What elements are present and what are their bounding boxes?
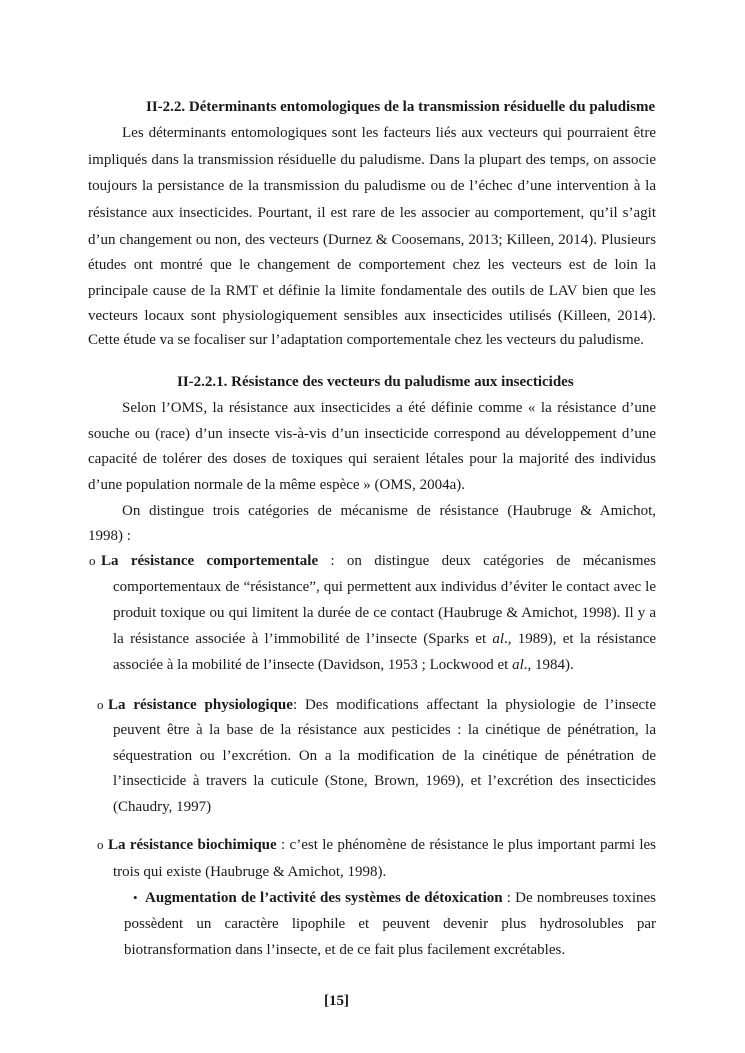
list-item-title: La résistance comportementale <box>101 553 319 569</box>
paragraph-line: On distingue trois catégories de mécanisme de résistance (Haubruge & Amichot, <box>122 503 656 519</box>
list-item-text: : on distingue deux catégories de mécanismes <box>318 553 656 569</box>
list-item-line: séquestration ou l’excrétion. On a la modification de la cinétique de pénétration de <box>113 748 656 764</box>
list-item-title: La résistance physiologique <box>108 697 293 713</box>
italic-text: al <box>492 631 505 647</box>
paragraph-line: études ont montré que le changement de comportement chez les vecteurs est de loin la <box>88 257 656 273</box>
paragraph-line: toujours la persistance de la transmission du paludisme ou de l’échec d’une intervention à la <box>88 178 656 194</box>
paragraph-line: d’une population normale de la même espèce » (OMS, 2004a). <box>88 477 465 493</box>
list-item-line: (Chaudry, 1997) <box>113 799 212 815</box>
sub-item-text: : De nombreuses toxines <box>502 890 656 906</box>
paragraph-line: Selon l’OMS, la résistance aux insecticides a été définie comme « la résistance d’une <box>122 400 656 416</box>
paragraph-line: principale cause de la RMT et définie la limite fondamentale des outils de LAV bien que les <box>88 283 656 299</box>
list-item-line: l’insecticide à travers la cuticule (Stone, Brown, 1969), et l’excrétion des insecticides <box>113 773 656 789</box>
sub-bullet-icon: • <box>133 890 138 905</box>
list-bullet-icon: o <box>89 553 96 568</box>
list-item-line: comportementaux de “résistance”, qui permettent aux individus d’éviter le contact avec le <box>113 579 656 595</box>
sub-item-title: Augmentation de l’activité des systèmes de détoxication <box>145 890 503 906</box>
sub-item-line <box>145 889 656 907</box>
sub-item-line: biotransformation dans l’insecte, et de ce fait plus facilement excrétables. <box>124 942 566 958</box>
paragraph-line: résistance aux insecticides. Pourtant, il est rare de les associer au comportement, qu’il s’agit <box>88 205 656 221</box>
list-item-line: trois qui existe (Haubruge & Amichot, 1998). <box>113 864 387 880</box>
list-item-line <box>101 552 656 570</box>
list-bullet-icon: o <box>97 697 104 712</box>
list-item-line: produit toxique ou qui limitent la durée de ce contact (Haubruge & Amichot, 1998). Il y a <box>113 605 656 621</box>
paragraph-line: Cette étude va se focaliser sur l’adaptation comportementale chez les vecteurs du paludisme. <box>88 332 645 348</box>
list-item-line: la résistance associée à l’immobilité de l’insecte (Sparks et al., 1989), et la résistance <box>113 631 656 647</box>
paragraph-line: capacité de tolérer des doses de toxiques qui seraient létales pour la majorité des individus <box>88 451 656 467</box>
list-bullet-icon: o <box>97 837 104 852</box>
paragraph-line: vecteurs locaux sont physiologiquement sensibles aux insecticides utilisés (Killeen, 2014). <box>88 308 656 324</box>
paragraph-line: souche ou (race) d’un insecte vis-à-vis d’un insecticide correspond au développement d’une <box>88 426 656 442</box>
subsection-heading: II-2.2.1. Résistance des vecteurs du paludisme aux insecticides <box>177 374 574 390</box>
list-item-text: : Des modifications affectant la physiologie de l’insecte <box>292 697 656 713</box>
page-number: [15] <box>324 993 349 1009</box>
paragraph-line: impliqués dans la transmission résiduelle du paludisme. Dans la plupart des temps, on associe <box>88 152 656 168</box>
paragraph-line: Les déterminants entomologiques sont les facteurs liés aux vecteurs qui pourraient être <box>122 125 656 141</box>
sub-item-line: possèdent un caractère lipophile et peuvent devenir plus hydrosolubles par <box>124 916 656 932</box>
section-heading: II-2.2. Déterminants entomologiques de la transmission résiduelle du paludisme <box>146 99 656 115</box>
paragraph-line: d’un changement ou non, des vecteurs (Durnez & Coosemans, 2013; Killeen, 2014). Plusieurs <box>88 232 656 248</box>
paragraph-line: 1998) : <box>88 528 131 544</box>
list-item-line <box>108 696 656 714</box>
list-item-line: peuvent être à la base de la résistance aux pesticides : la cinétique de pénétration, la <box>113 722 656 738</box>
list-item-title: La résistance biochimique <box>108 837 277 853</box>
list-item-line: associée à la mobilité de l’insecte (Davidson, 1953 ; Lockwood et al., 1984). <box>113 657 574 673</box>
list-item-line <box>108 836 656 854</box>
list-item-text: : c’est le phénomène de résistance le plus important parmi les <box>276 837 656 853</box>
italic-text: al <box>512 657 524 673</box>
